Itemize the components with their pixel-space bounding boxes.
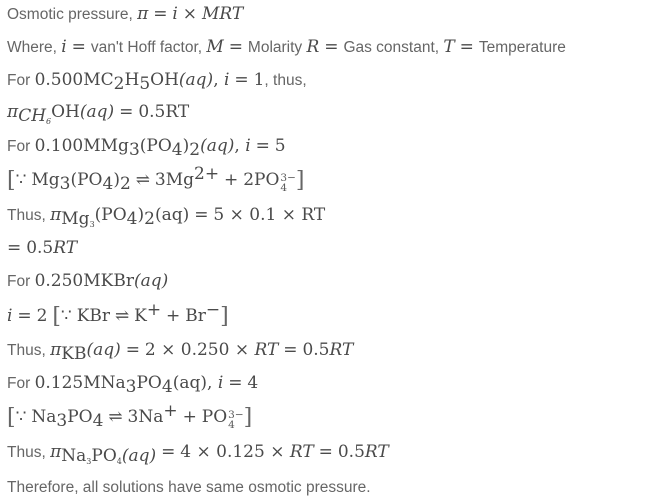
osmotic-pressure-formula xyxy=(7,4,243,25)
magnesium-phosphate-pressure xyxy=(7,205,326,229)
because-symbol: ∵ xyxy=(15,170,27,190)
subscript: 4 xyxy=(116,457,122,466)
plus: + xyxy=(182,407,197,427)
equals: = xyxy=(161,442,176,462)
equals: = xyxy=(194,205,209,225)
var-rt: RT xyxy=(53,238,78,258)
magnesium-phosphate-result xyxy=(7,238,77,258)
var-i: i xyxy=(217,373,224,393)
ethanol-case xyxy=(7,70,307,94)
kbr-case xyxy=(7,271,168,292)
equals: = xyxy=(228,373,243,393)
formula: PO xyxy=(201,407,228,427)
equals: = xyxy=(228,37,243,57)
state: (aq) xyxy=(133,271,169,291)
formula: (PO xyxy=(94,205,127,225)
subscript: 3 xyxy=(56,411,68,431)
equals: = xyxy=(153,4,168,24)
subscript: 3 xyxy=(86,457,92,466)
times: × xyxy=(182,4,197,24)
subscript: 4 xyxy=(161,377,173,397)
equals: = xyxy=(255,136,270,156)
formula: Na xyxy=(31,407,57,427)
formula: (PO xyxy=(70,170,103,190)
pi-symbol: π xyxy=(50,340,62,360)
comma: , xyxy=(213,70,225,90)
var-rt: RT xyxy=(329,340,354,360)
concentration: 0.125MNa xyxy=(34,373,126,393)
subscript: 5 xyxy=(139,74,151,94)
state: (aq) xyxy=(172,373,207,393)
formula: Mg xyxy=(31,170,60,190)
text: van't Hoff factor, xyxy=(90,39,207,56)
var-t: T xyxy=(443,37,455,57)
concentration: 0.500M xyxy=(34,70,101,90)
text: For xyxy=(7,138,35,155)
equals: = xyxy=(283,340,298,360)
subscript: 3 xyxy=(89,220,95,229)
state: (aq) xyxy=(79,102,115,122)
expression: 5 × 0.1 × RT xyxy=(213,205,326,225)
formula: ) xyxy=(113,170,120,190)
right-bracket: ] xyxy=(295,168,305,193)
state: (aq) xyxy=(178,70,214,90)
formula: PO xyxy=(136,373,162,393)
value: 5 xyxy=(274,136,286,156)
equals: = xyxy=(125,340,140,360)
subscript: 6 xyxy=(46,117,52,126)
text: , thus, xyxy=(264,72,307,89)
sodium-phosphate-pressure xyxy=(7,442,389,466)
magnesium-phosphate-case xyxy=(7,136,286,160)
equals: = xyxy=(119,102,134,122)
text: Thus, xyxy=(7,444,51,461)
sodium-phosphate-case xyxy=(7,373,259,397)
subscript: 3 xyxy=(59,174,71,194)
formula: 3Na xyxy=(127,407,164,427)
formula: ) xyxy=(182,136,190,156)
state: (aq) xyxy=(86,340,121,360)
ethanol-pressure xyxy=(7,102,190,126)
equals: = xyxy=(234,70,249,90)
pi-symbol: π xyxy=(50,442,62,462)
subscript: Mg xyxy=(61,209,90,229)
equals: = xyxy=(7,238,22,258)
value: 0.5 xyxy=(302,340,330,360)
subscript: Na xyxy=(61,446,87,466)
subscript: 2 xyxy=(119,174,131,194)
sodium-phosphate-dissociation xyxy=(7,401,253,431)
left-bracket: [ xyxy=(52,304,61,329)
formula: KBr xyxy=(76,306,111,326)
subscript: 4 xyxy=(280,182,288,194)
subscript: 3 xyxy=(128,140,140,160)
kbr-pressure xyxy=(7,340,354,364)
formula: (PO xyxy=(139,136,172,156)
subscript: CH xyxy=(18,106,47,126)
concentration: 0.100MMg xyxy=(34,136,129,156)
text: Temperature xyxy=(478,39,566,56)
formula: OH xyxy=(51,102,80,122)
var-rt: RT xyxy=(364,442,389,462)
state: (aq) xyxy=(200,136,235,156)
subscript: (aq) xyxy=(121,446,157,466)
charge-stack xyxy=(228,410,243,430)
formula: ) xyxy=(137,205,145,225)
right-bracket: ] xyxy=(243,405,253,430)
subscript: 3 xyxy=(125,377,137,397)
plus: + xyxy=(166,306,181,326)
because-symbol: ∵ xyxy=(60,306,72,326)
value: 4 xyxy=(247,373,259,393)
formula: 3Mg xyxy=(154,170,195,190)
subscript: 4 xyxy=(102,174,114,194)
var-rt: RT xyxy=(254,340,279,360)
text: Gas constant, xyxy=(343,39,444,56)
because-symbol: ∵ xyxy=(15,407,27,427)
equilibrium-arrow: ⇌ xyxy=(108,407,123,427)
text: Molarity xyxy=(247,39,307,56)
text: Where, xyxy=(7,39,62,56)
value: 1 xyxy=(253,70,265,90)
charge: 2+ xyxy=(194,164,220,184)
pi-symbol: π xyxy=(137,4,149,24)
charge: 3− xyxy=(280,172,296,184)
equals: = xyxy=(459,37,474,57)
subscript: 2 xyxy=(144,209,155,229)
formula: K xyxy=(134,306,147,326)
formula: H xyxy=(124,70,140,90)
charge-stack xyxy=(280,173,295,193)
text: Osmotic pressure, xyxy=(7,6,138,23)
expression: 2 × 0.250 × xyxy=(144,340,255,360)
equals: = xyxy=(71,37,86,57)
pi-symbol: π xyxy=(7,102,19,122)
var-r: R xyxy=(306,37,320,57)
text: Thus, xyxy=(7,207,51,224)
subscript: 4 xyxy=(171,140,183,160)
value: 0.5RT xyxy=(138,102,190,122)
var-mrt: MRT xyxy=(201,4,244,24)
var-i: i xyxy=(61,37,67,57)
value: 2 xyxy=(36,306,48,326)
formula: PO xyxy=(67,407,93,427)
subscript: 4 xyxy=(228,419,235,431)
pi-symbol: π xyxy=(50,205,62,225)
conclusion-text: Therefore, all solutions have same osmotic pressure. xyxy=(7,479,371,496)
equilibrium-arrow: ⇌ xyxy=(135,170,150,190)
formula: C xyxy=(100,70,114,90)
var-i: i xyxy=(224,70,230,90)
magnesium-phosphate-dissociation xyxy=(7,164,305,194)
var-i: i xyxy=(245,136,251,156)
subscript: 2 xyxy=(113,74,125,94)
var-i: i xyxy=(7,306,13,326)
subscript: 2 xyxy=(189,140,201,160)
left-bracket: [ xyxy=(7,168,16,193)
plus: + xyxy=(224,170,239,190)
conclusion xyxy=(7,477,371,498)
var-rt: RT xyxy=(289,442,314,462)
text: Thus, xyxy=(7,342,51,359)
subscript: 4 xyxy=(126,209,138,229)
charge: + xyxy=(163,401,178,421)
variable-definitions xyxy=(7,37,566,58)
kbr-dissociation xyxy=(7,300,229,329)
equilibrium-arrow: ⇌ xyxy=(114,306,130,326)
subscript: KB xyxy=(61,344,87,364)
charge: 3− xyxy=(228,409,244,421)
value: 0.5 xyxy=(337,442,365,462)
expression: 4 × 0.125 × xyxy=(180,442,290,462)
subscript: PO xyxy=(91,446,117,466)
text: For xyxy=(7,72,35,89)
concentration: 0.250MKBr xyxy=(34,271,134,291)
left-bracket: [ xyxy=(7,405,16,430)
equals: = xyxy=(324,37,339,57)
formula: Br xyxy=(185,306,206,326)
var-m: M xyxy=(206,37,224,57)
equals: = xyxy=(17,306,32,326)
right-bracket: ] xyxy=(220,304,229,329)
charge: + xyxy=(146,300,162,320)
subscript: 4 xyxy=(92,411,104,431)
value: 0.5 xyxy=(26,238,54,258)
formula: OH xyxy=(150,70,179,90)
state: (aq) xyxy=(154,205,190,225)
text: For xyxy=(7,273,35,290)
comma: , xyxy=(234,136,246,156)
equals: = xyxy=(318,442,333,462)
charge: − xyxy=(205,300,221,320)
text: For xyxy=(7,375,35,392)
formula: 2PO xyxy=(243,170,280,190)
comma: , xyxy=(207,373,218,393)
var-i: i xyxy=(172,4,178,24)
